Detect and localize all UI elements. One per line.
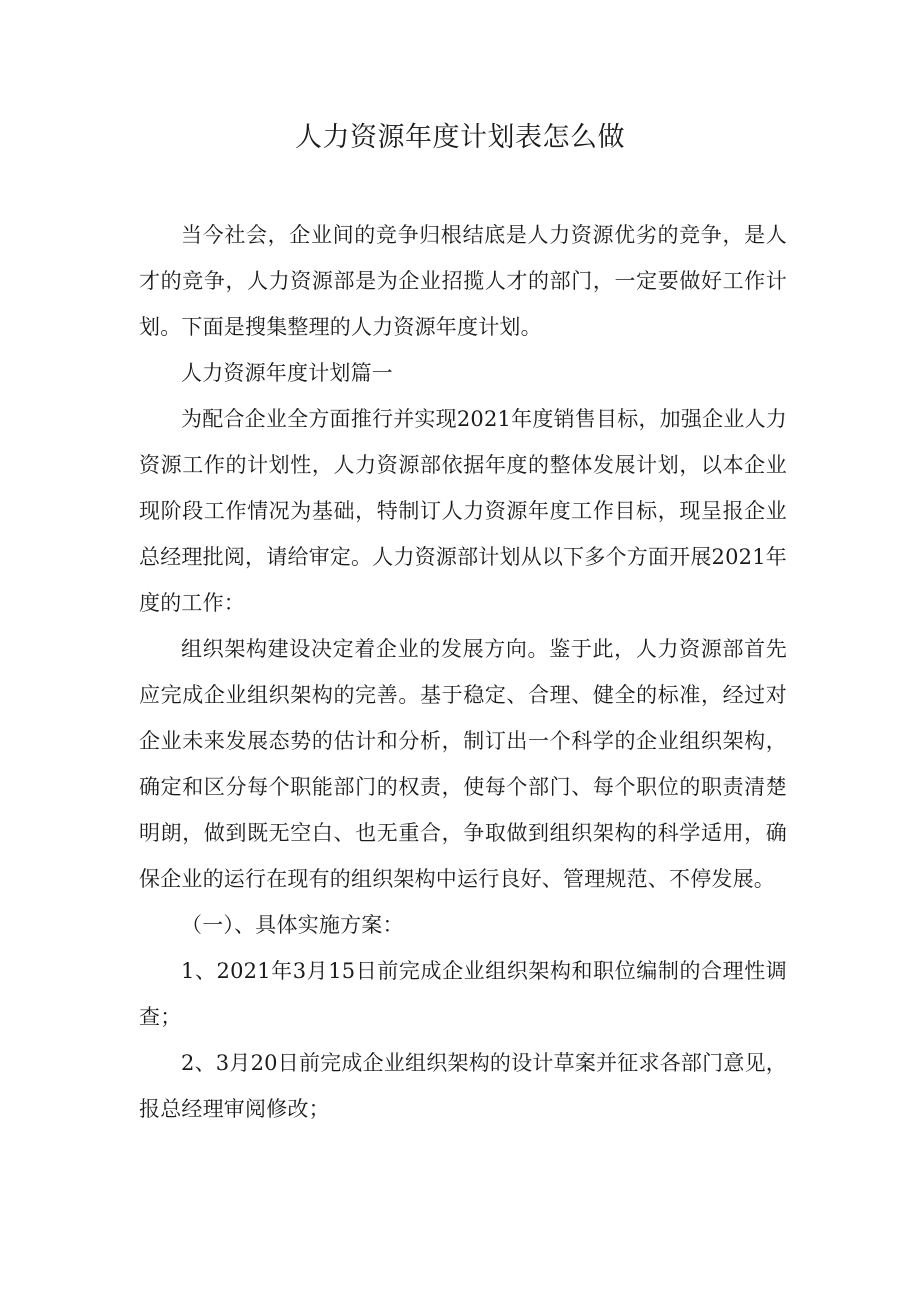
list-item-2: 2、3月20日前完成企业组织架构的设计草案并征求各部门意见，报总经理审阅修改； — [139, 1051, 787, 1121]
document-body — [139, 212, 787, 1132]
section-heading: 人力资源年度计划篇一 — [181, 361, 393, 385]
plan-overview-paragraph: 为配合企业全方面推行并实现2021年度销售目标，加强企业人力资源工作的计划性，人力资源部依据年度的整体发展计划，以本企业现阶段工作情况为基础，特制订人力资源年度工作目标，现呈报企业总经理批阅，请给审定。人力资源部计划从以下多个方面开展2021年度的工作： — [139, 407, 787, 615]
document-title: 人力资源年度计划表怎么做 — [295, 122, 625, 153]
list-item-1: 1、2021年3月15日前完成企业组织架构和职位编制的合理性调查； — [139, 959, 787, 1029]
implementation-heading: （一）、具体实施方案： — [181, 913, 404, 937]
org-structure-paragraph: 组织架构建设决定着企业的发展方向。鉴于此，人力资源部首先应完成企业组织架构的完善。基于稳定、合理、健全的标准，经过对企业未来发展态势的估计和分析，制订出一个科学的企业组织架构，确定和区分每个职能部门的权责，使每个部门、每个职位的职责清楚明朗，做到既无空白、也无重合，争取做到组织架构的科学适用，确保企业的运行在现有的组织架构中运行良好、管理规范、不停发展。 — [139, 637, 787, 891]
intro-paragraph: 当今社会，企业间的竞争归根结底是人力资源优劣的竞争，是人才的竞争，人力资源部是为企业招揽人才的部门，一定要做好工作计划。下面是搜集整理的人力资源年度计划。 — [139, 223, 787, 339]
